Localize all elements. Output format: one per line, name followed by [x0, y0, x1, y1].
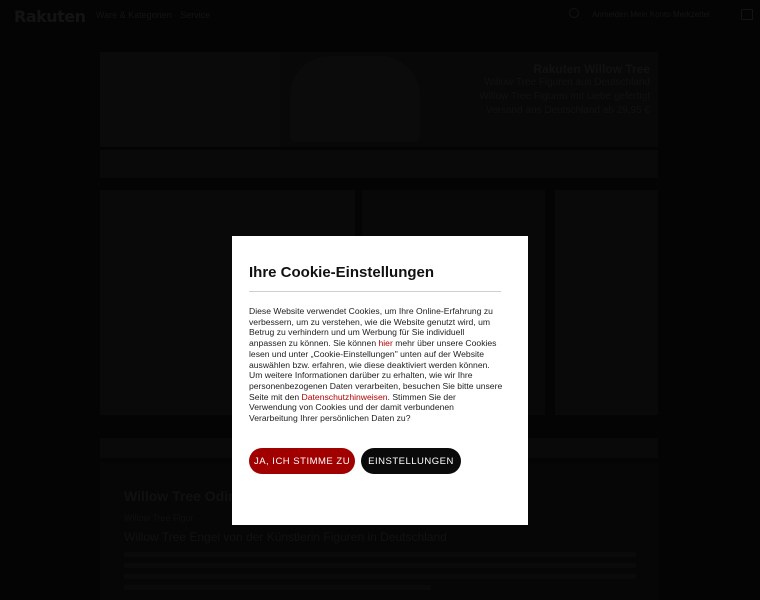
cookie-consent-dialog: [232, 236, 528, 525]
body-text-3: . Stimmen Sie der Verwendung von Cookies und der damit verbundenen Verarbeitung Ihrer persönlichen Daten zu?: [249, 391, 456, 424]
accept-cookies-button[interactable]: JA, ICH STIMME ZU: [249, 448, 355, 474]
cookie-settings-button[interactable]: EINSTELLUNGEN: [361, 448, 461, 474]
privacy-notice-link[interactable]: Datenschutzhinweisen: [301, 391, 388, 402]
cookie-info-link[interactable]: hier: [378, 338, 393, 349]
title-divider: [249, 291, 501, 292]
body-text-2: mehr über unsere Cookies lesen und unter „Cookie-Einstellungen" unten auf der Website auswählen bzw. erfahren, wie diese deaktiviert werden können. Um weitere Informationen darüber zu erhalten, wie wir Ihre personenbezogenen Daten verarbeiten, besuchen Sie bitte unsere Seite mit den: [249, 338, 503, 402]
dialog-body: [249, 306, 503, 424]
body-text-1: Diese Website verwendet Cookies, um Ihre Online-Erfahrung zu verbessern, um zu verstehen, wie die Website genutzt wird, um Betrug zu verhindern und um Werbung für Sie individuell anpassen zu können. Sie können: [249, 306, 493, 349]
dialog-title: Ihre Cookie-Einstellungen: [249, 264, 435, 281]
